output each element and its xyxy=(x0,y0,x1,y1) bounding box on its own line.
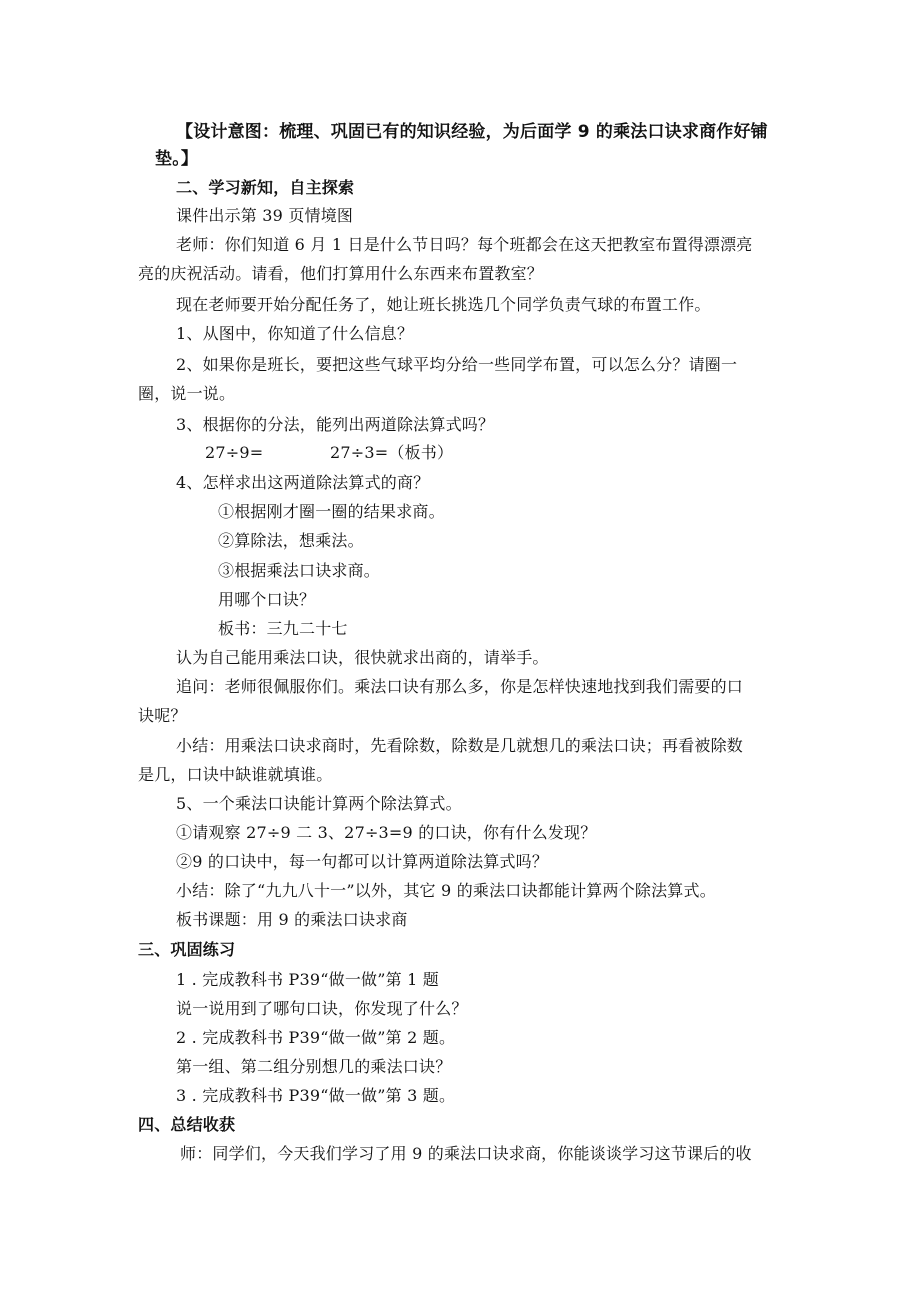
equation-2: 27÷3=（板书） xyxy=(330,443,454,462)
exercise-1: 1 . 完成教科书 P39“做一做”第 1 题 xyxy=(176,970,439,989)
board-writing: 板书：三九二十七 xyxy=(218,619,348,638)
question-2-line1: 2、如果你是班长，要把这些气球平均分给一些同学布置，可以怎么分？请圈一 xyxy=(176,355,738,374)
follow-up-line2: 诀呢？ xyxy=(138,706,187,725)
equation-1: 27÷9= xyxy=(205,443,264,462)
section3-heading: 三、巩固练习 xyxy=(138,940,236,959)
design-intent-line2: 垫。】 xyxy=(155,149,199,169)
observe-2: ②9 的口诀中，每一句都可以计算两道除法算式吗？ xyxy=(176,852,549,871)
question-3: 3、根据你的分法，能列出两道除法算式吗？ xyxy=(176,415,495,434)
assign-line: 现在老师要开始分配任务了，她让班长挑选几个同学负责气球的布置工作。 xyxy=(176,295,711,314)
question-1: 1、从图中，你知道了什么信息？ xyxy=(176,324,414,343)
closing-teacher-line: 师：同学们，今天我们学习了用 9 的乘法口诀求商，你能谈谈学习这节课后的收 xyxy=(180,1144,752,1163)
teacher-line2: 亮的庆祝活动。请看，他们打算用什么东西来布置教室？ xyxy=(138,264,544,283)
question-2-line2: 圈，说一说。 xyxy=(138,384,236,403)
exercise-2: 2 . 完成教科书 P39“做一做”第 2 题。 xyxy=(176,1028,456,1047)
section2-heading: 二、学习新知，自主探索 xyxy=(176,178,355,197)
method-3: ③根据乘法口诀求商。 xyxy=(218,561,381,580)
courseware-line: 课件出示第 39 页情境图 xyxy=(176,206,354,225)
lesson-topic: 板书课题：用 9 的乘法口诀求商 xyxy=(176,910,408,929)
raise-hand-line: 认为自己能用乘法口诀，很快就求出商的，请举手。 xyxy=(176,648,549,667)
follow-up-line1: 追问：老师很佩服你们。乘法口诀有那么多，你是怎样快速地找到我们需要的口 xyxy=(176,677,744,696)
question-5: 5、一个乘法口诀能计算两个除法算式。 xyxy=(176,794,462,813)
design-intent-line1: 【设计意图：梳理、巩固已有的知识经验，为后面学 9 的乘法口诀求商作好铺 xyxy=(176,122,768,142)
section4-heading: 四、总结收获 xyxy=(138,1115,236,1134)
method-1: ①根据刚才圈一圈的结果求商。 xyxy=(218,502,445,521)
teacher-line1: 老师：你们知道 6 月 1 日是什么节日吗？每个班都会在这天把教室布置得漂漂亮 xyxy=(176,235,753,254)
exercise-1-discussion: 说一说用到了哪句口诀，你发现了什么？ xyxy=(176,999,468,1018)
summary1-line1: 小结：用乘法口诀求商时，先看除数，除数是几就想几的乘法口诀；再看被除数 xyxy=(176,736,744,755)
summary1-line2: 是几，口诀中缺谁就填谁。 xyxy=(138,765,333,784)
summary2: 小结：除了“九九八十一”以外，其它 9 的乘法口诀都能计算两个除法算式。 xyxy=(176,881,716,900)
question-4: 4、怎样求出这两道除法算式的商？ xyxy=(176,473,430,492)
exercise-3: 3 . 完成教科书 P39“做一做”第 3 题。 xyxy=(176,1086,456,1105)
observe-1: ①请观察 27÷9 二 3、27÷3=9 的口诀，你有什么发现？ xyxy=(176,823,597,842)
exercise-2-discussion: 第一组、第二组分别想几的乘法口诀？ xyxy=(176,1057,452,1076)
which-rhyme: 用哪个口诀？ xyxy=(218,590,316,609)
method-2: ②算除法，想乘法。 xyxy=(218,531,364,550)
